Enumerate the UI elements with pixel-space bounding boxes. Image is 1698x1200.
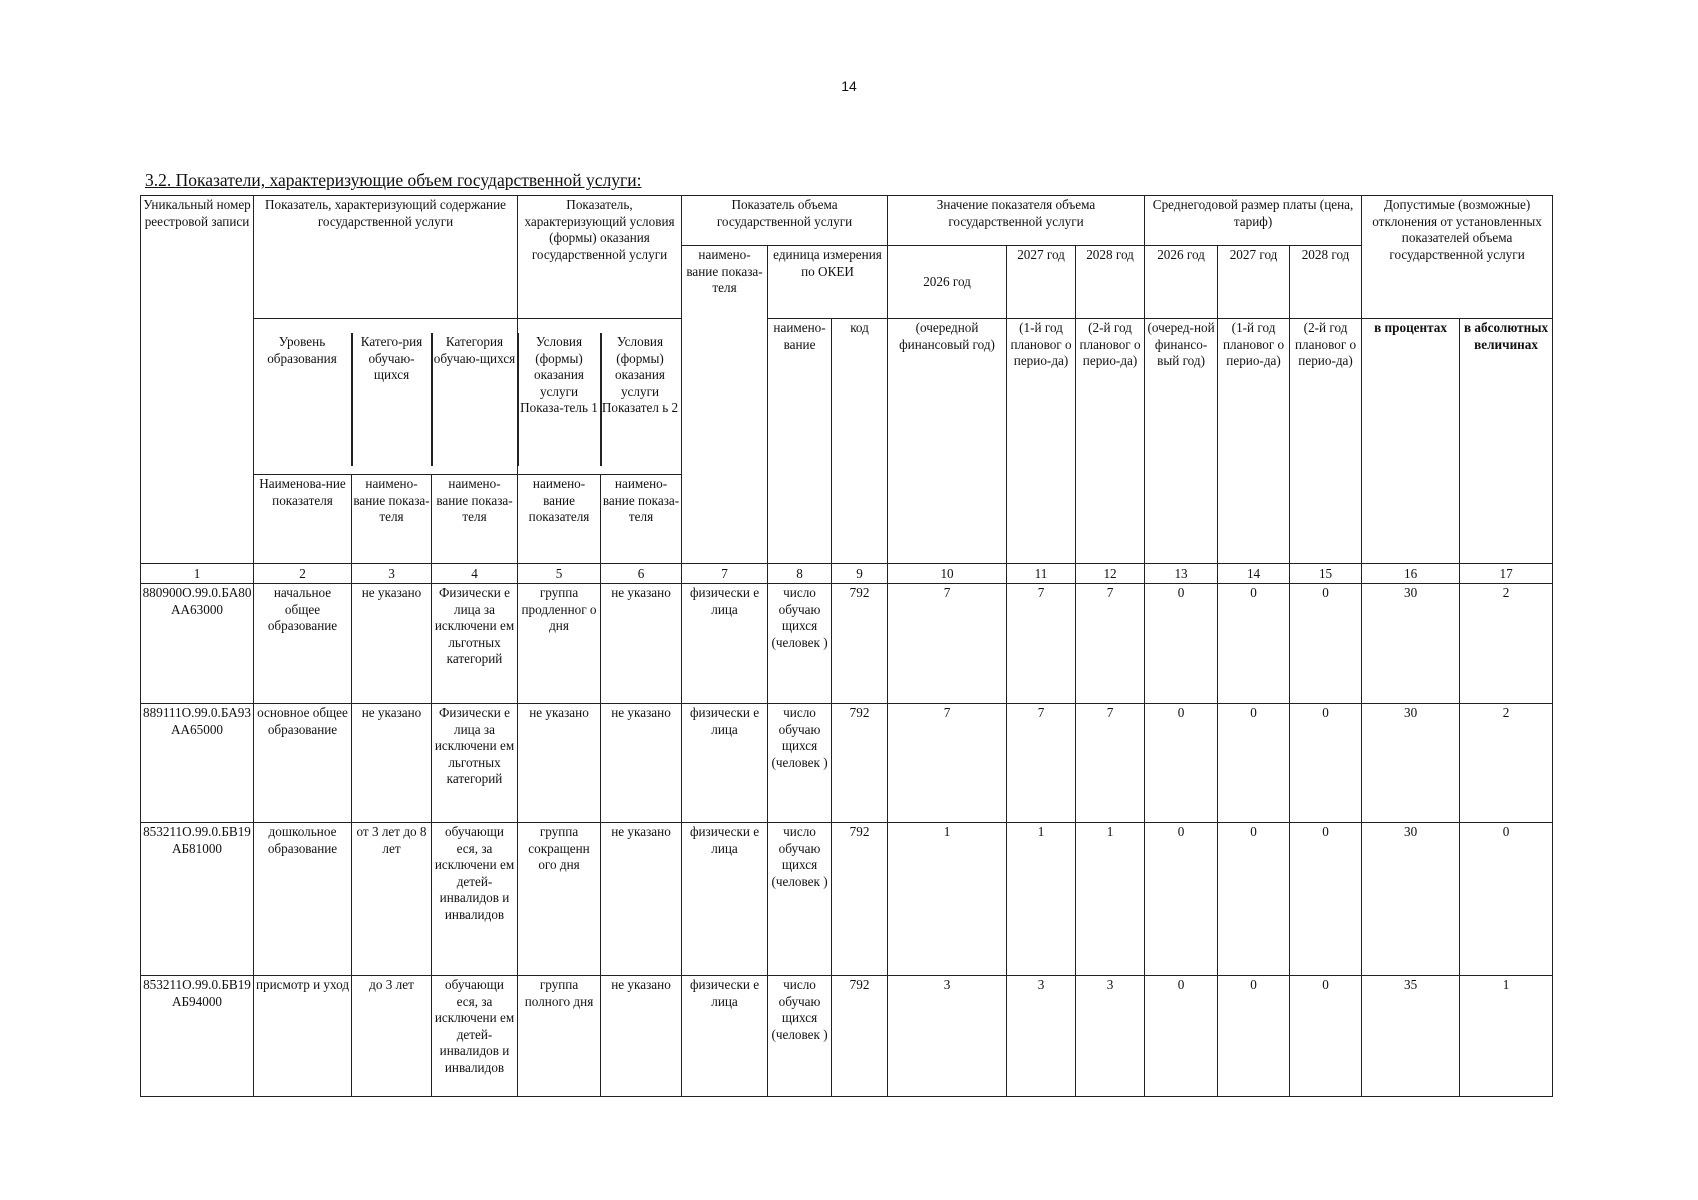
column-number: 9	[832, 564, 888, 584]
column-number: 5	[518, 564, 601, 584]
table-row	[141, 976, 1553, 1097]
header-fee-year-2027: 2027 год	[1218, 246, 1290, 319]
education-level: основное общее образование	[254, 704, 352, 823]
column-number: 3	[352, 564, 432, 584]
unit-code: 792	[832, 976, 888, 1097]
table-row	[141, 823, 1553, 976]
unit-name: число обучаю щихся (человек )	[768, 584, 832, 704]
unit-code: 792	[832, 584, 888, 704]
column-number: 1	[141, 564, 254, 584]
fee-2027: 0	[1218, 584, 1290, 704]
header-indicator-name: наимено-вание показа-теля	[682, 246, 768, 564]
fee-2027: 0	[1218, 823, 1290, 976]
education-level: начальное общее образование	[254, 584, 352, 704]
indicator-name: физически е лица	[682, 823, 768, 976]
value-2028: 1	[1076, 823, 1145, 976]
column-number: 11	[1007, 564, 1076, 584]
education-level: присмотр и уход	[254, 976, 352, 1097]
fee-2026: 0	[1145, 976, 1218, 1097]
label-student-category: Катего-рия обучаю-щихся	[360, 334, 423, 382]
column-number: 6	[601, 564, 682, 584]
student-category-2: Физически е лица за исключени ем льготных категорий	[432, 584, 518, 704]
header-percent: в процентах	[1362, 319, 1460, 564]
student-category-2: обучающи еся, за исключени ем детей-инвалидов и инвалидов	[432, 823, 518, 976]
subheader-labels	[253, 333, 679, 466]
header-unit-name: наимено-вание	[768, 319, 832, 564]
deviation-percent: 30	[1362, 823, 1460, 976]
column-number: 13	[1145, 564, 1218, 584]
header-year-2028: 2028 год	[1076, 246, 1145, 319]
header-unit-okei: единица измерения по ОКЕИ	[768, 246, 888, 319]
condition-2: не указано	[601, 584, 682, 704]
fee-2026: 0	[1145, 823, 1218, 976]
value-2027: 7	[1007, 584, 1076, 704]
header-year-2027: 2027 год	[1007, 246, 1076, 319]
column-number: 15	[1290, 564, 1362, 584]
volume-indicators-table	[140, 195, 1553, 1097]
header-absolute: в абсолютных величинах	[1460, 319, 1553, 564]
header-volume-value: Значение показателя объема государственной услуги	[888, 196, 1145, 246]
registry-number: 889111О.99.0.БА93АА65000	[141, 704, 254, 823]
student-category: не указано	[352, 584, 432, 704]
value-2027: 1	[1007, 823, 1076, 976]
column-number: 14	[1218, 564, 1290, 584]
deviation-percent: 30	[1362, 584, 1460, 704]
header-fee-plan-year-2: (2-й год плановог о перио-да)	[1290, 319, 1362, 564]
column-number: 17	[1460, 564, 1553, 584]
value-2028: 7	[1076, 704, 1145, 823]
header-content-indicator: Показатель, характеризующий содержание государственной услуги	[254, 196, 518, 319]
header-fee-year-2026: 2026 год	[1145, 246, 1218, 319]
registry-number: 853211О.99.0.БВ19АБ81000	[141, 823, 254, 976]
deviation-absolute: 0	[1460, 823, 1553, 976]
header-unique-number: Уникальный номер реестровой записи	[141, 196, 254, 564]
student-category: от 3 лет до 8 лет	[352, 823, 432, 976]
deviation-absolute: 2	[1460, 704, 1553, 823]
value-2026: 3	[888, 976, 1007, 1097]
fee-2027: 0	[1218, 704, 1290, 823]
student-category-2	[432, 976, 518, 1097]
fee-2028: 0	[1290, 976, 1362, 1097]
student-category: не указано	[352, 704, 432, 823]
header-avg-fee: Среднегодовой размер платы (цена, тариф)	[1145, 196, 1362, 246]
registry-number: 880900О.99.0.БА80АА63000	[141, 584, 254, 704]
table-row	[141, 704, 1553, 823]
value-2027: 3	[1007, 976, 1076, 1097]
value-2026: 7	[888, 584, 1007, 704]
condition-1: группа продленног о дня	[518, 584, 601, 704]
condition-1: не указано	[518, 704, 601, 823]
unit-code: 792	[832, 823, 888, 976]
label-student-category-2: Категория обучаю-щихся	[433, 334, 516, 366]
value-2027: 7	[1007, 704, 1076, 823]
unit-name: число обучаю щихся (человек )	[768, 976, 832, 1097]
column-number: 10	[888, 564, 1007, 584]
header-name-indicator-cond-2: наимено-вание показа-теля	[601, 475, 682, 564]
header-next-fin-year: (очередной финансовый год)	[888, 319, 1007, 564]
label-condition-1: Условия (формы) оказания услуги Показа-тель 1	[520, 334, 598, 415]
student-category-2-text: обучающи еся, за исключени ем детей-инвалидов и инвалидов	[434, 977, 515, 1075]
section-title: 3.2. Показатели, характеризующие объем государственной услуги:	[145, 170, 642, 190]
fee-2026: 0	[1145, 584, 1218, 704]
indicator-name: физически е лица	[682, 704, 768, 823]
student-category-2: Физически е лица за исключени ем льготных категорий	[432, 704, 518, 823]
fee-2028: 0	[1290, 584, 1362, 704]
header-plan-year-2: (2-й год плановог о перио-да)	[1076, 319, 1145, 564]
header-fee-plan-year-1: (1-й год плановог о перио-да)	[1218, 319, 1290, 564]
value-2026: 7	[888, 704, 1007, 823]
education-level: дошкольное образование	[254, 823, 352, 976]
value-2028: 7	[1076, 584, 1145, 704]
registry-number: 853211О.99.0.БВ19АБ94000	[141, 976, 254, 1097]
unit-code: 792	[832, 704, 888, 823]
header-conditions-indicator: Показатель, характеризующий условия (формы) оказания государственной услуги	[518, 196, 682, 319]
column-number: 4	[432, 564, 518, 584]
header-name-indicator-cond-1: наимено-вание показателя	[518, 475, 601, 564]
column-number: 2	[254, 564, 352, 584]
header-name-indicator-category: наимено-вание показа-теля	[352, 475, 432, 564]
label-condition-2: Условия (формы) оказания услуги Показател ь 2	[601, 334, 679, 415]
condition-1: группа полного дня	[518, 976, 601, 1097]
deviation-absolute: 1	[1460, 976, 1553, 1097]
header-year-2026-big: 2026 год	[888, 246, 1007, 319]
condition-2: не указано	[601, 823, 682, 976]
fee-2026: 0	[1145, 704, 1218, 823]
fee-2028: 0	[1290, 823, 1362, 976]
column-number: 7	[682, 564, 768, 584]
header-volume-indicator: Показатель объема государственной услуги	[682, 196, 888, 246]
header-allowed-deviation: Допустимые (возможные) отклонения от установленных показателей объема государственной услуги	[1362, 196, 1553, 319]
header-name-indicator-level: Наименова-ние показателя	[254, 475, 352, 564]
condition-2: не указано	[601, 976, 682, 1097]
column-number: 12	[1076, 564, 1145, 584]
indicator-name: физически е лица	[682, 584, 768, 704]
label-edu-level: Уровень образования	[267, 334, 337, 366]
value-2028: 3	[1076, 976, 1145, 1097]
fee-2027: 0	[1218, 976, 1290, 1097]
unit-name: число обучаю щихся (человек )	[768, 823, 832, 976]
indicator-name: физически е лица	[682, 976, 768, 1097]
header-fee-year-2028: 2028 год	[1290, 246, 1362, 319]
header-name-indicator-category-2: наимено-вание показа-теля	[432, 475, 518, 564]
deviation-percent: 35	[1362, 976, 1460, 1097]
deviation-absolute: 2	[1460, 584, 1553, 704]
header-fee-next-fin-year: (очеред-ной финансо-вый год)	[1145, 319, 1218, 564]
student-category: до 3 лет	[352, 976, 432, 1097]
table-row	[141, 584, 1553, 704]
column-number: 16	[1362, 564, 1460, 584]
value-2026: 1	[888, 823, 1007, 976]
condition-2: не указано	[601, 704, 682, 823]
page-number: 14	[841, 78, 857, 94]
condition-1: группа сокращенн ого дня	[518, 823, 601, 976]
header-unit-code: код	[832, 319, 888, 564]
deviation-percent: 30	[1362, 704, 1460, 823]
unit-name: число обучаю щихся (человек )	[768, 704, 832, 823]
column-number: 8	[768, 564, 832, 584]
header-plan-year-1: (1-й год плановог о перио-да)	[1007, 319, 1076, 564]
fee-2028: 0	[1290, 704, 1362, 823]
